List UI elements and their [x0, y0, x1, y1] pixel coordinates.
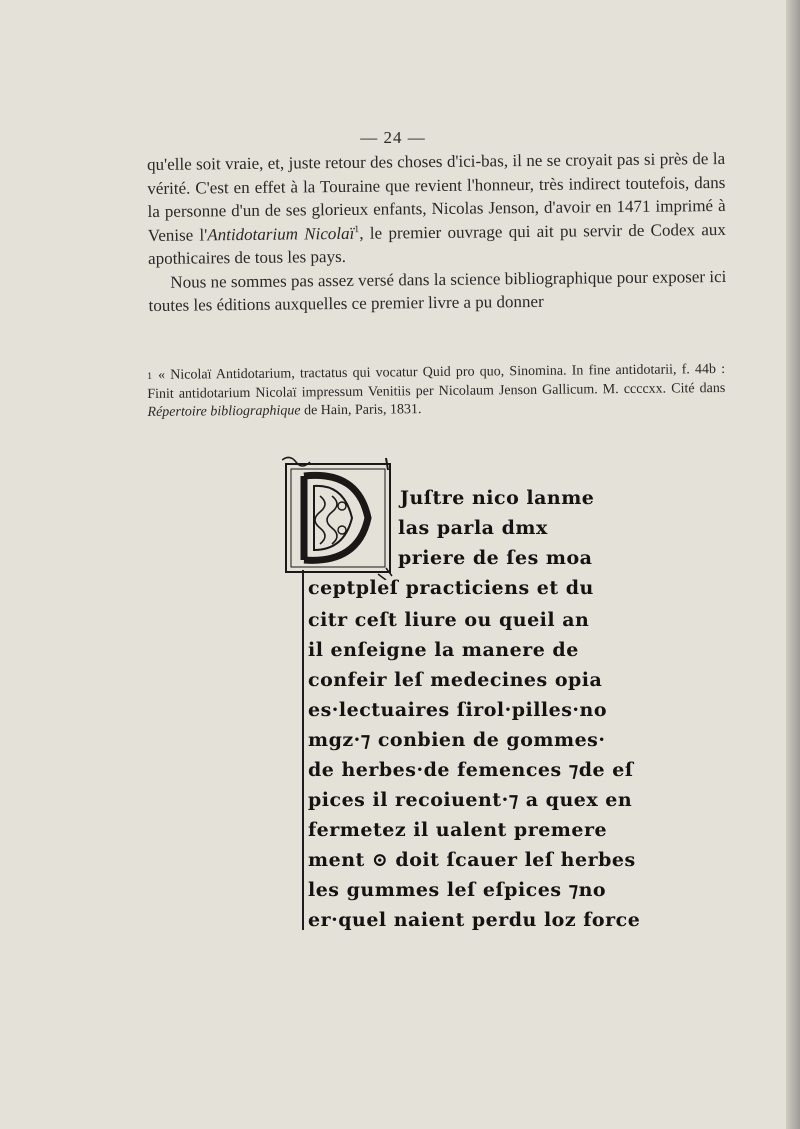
- antidotarium-title: Antidotarium Nicolaï: [207, 223, 355, 244]
- body-text: [147, 147, 727, 318]
- manuscript-line: es·lectuaires ſirol·pilles·no: [308, 699, 608, 721]
- manuscript-line: las parla dmx: [398, 517, 548, 539]
- manuscript-text: [280, 452, 641, 937]
- paragraph-1: [147, 147, 726, 271]
- page-edge-shadow: [786, 0, 800, 1129]
- manuscript-line: fermetez il ualent premere: [308, 819, 608, 841]
- manuscript-line: mgz·⁊ conbien de gommes·: [308, 729, 606, 751]
- page-number: — 24 —: [360, 128, 426, 147]
- manuscript-line: il enſeigne la manere de: [308, 639, 579, 661]
- footnote-text-a: « Nicolaï Antidotarium, tractatus qui vocatur Quid pro quo, Sinomina. In fine antidotarii, f. 44b : Finit antidotarium Nicolaï impressum Venitiis per Nicolaum Jenson Gallicum. M. ccccxx. Cité dans: [147, 361, 726, 402]
- manuscript-line: ceptpleſ practiciens et du: [308, 577, 594, 599]
- paragraph-1-text-b: , le premier ouvrage qui ait pu servir de Codex aux apothicaires de tous les pays.: [148, 219, 726, 268]
- manuscript-line: priere de ſes moa: [398, 547, 593, 569]
- manuscript-line: pices il recoiuent·⁊ a quex en: [308, 789, 633, 811]
- manuscript-line: de herbes·de femences ⁊de eſ: [308, 759, 634, 781]
- manuscript-line: les gummes leſ eſpices ⁊no: [308, 879, 607, 901]
- paragraph-1-text-a: qu'elle soit vraie, et, juste retour des choses d'ici-bas, il ne se croyait pas si près de la vérité. C'est en effet à la Touraine que revient l'honneur, très indirect toutefois, dans la personne d'un de ses glorieux enfants, Nicolas Jenson, d'avoir en 1471 imprimé à Venise l': [147, 148, 726, 245]
- manuscript-line: Juſtre nico lanme: [400, 487, 595, 509]
- manuscript-line: ment ⊙ doit ſcauer leſ herbes: [308, 849, 636, 871]
- footnote: [147, 361, 726, 422]
- footnote-text-b: de Hain, Paris, 1831.: [300, 402, 422, 419]
- manuscript-facsimile: [280, 452, 641, 937]
- footnote-reference: 1: [354, 223, 360, 235]
- manuscript-line: confeir leſ medecines opia: [308, 669, 603, 691]
- manuscript-line: er·quel naient perdu loz force: [308, 909, 641, 931]
- paragraph-2: Nous ne sommes pas assez versé dans la science bibliographique pour exposer ici toutes les éditions auxquelles ce premier livre a pu donner: [148, 266, 727, 315]
- footnote-mark: 1: [147, 370, 153, 382]
- footnote-cited-title: Répertoire bibliographique: [147, 403, 301, 420]
- manuscript-line: citr ceſt liure ou queil an: [308, 609, 590, 631]
